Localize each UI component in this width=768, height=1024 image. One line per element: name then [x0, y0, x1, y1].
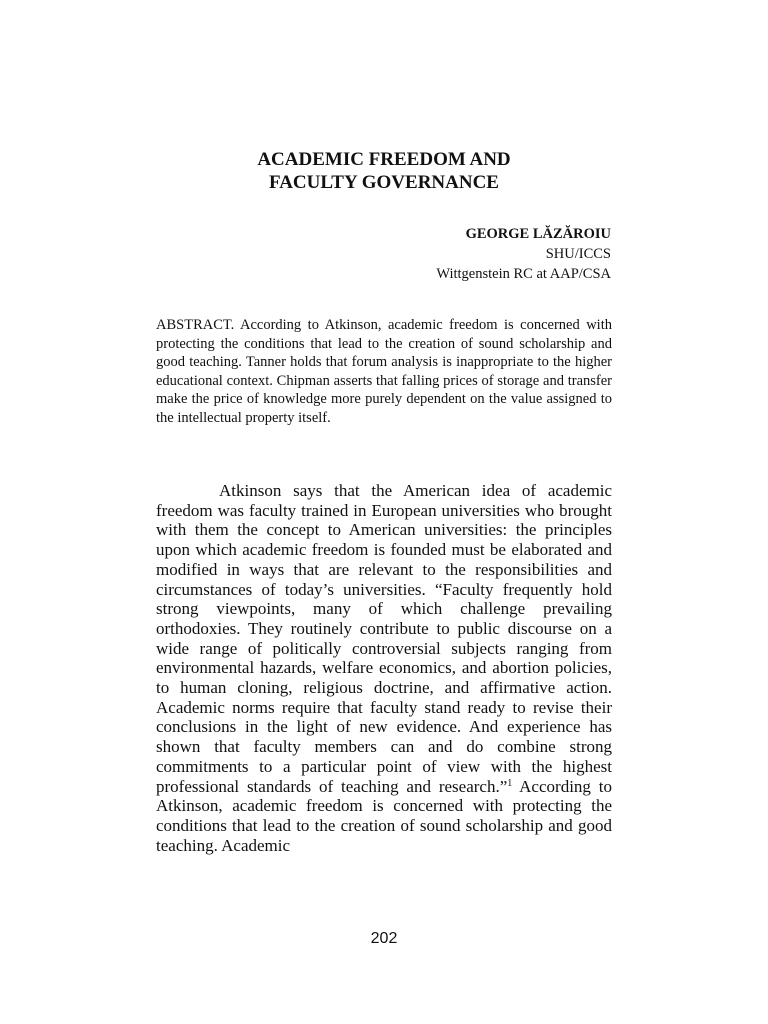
article-title-line-1: ACADEMIC FREEDOM AND [257, 149, 511, 170]
author-name: GEORGE LĂZĂROIU [465, 226, 611, 242]
author-affiliation-2: Wittgenstein RC at AAP/CSA [436, 266, 611, 282]
article-title-line-2: FACULTY GOVERNANCE [269, 172, 499, 193]
footnote-marker[interactable]: 1 [507, 777, 513, 789]
article-title [0, 148, 768, 194]
author-affiliation-1: SHU/ICCS [545, 246, 611, 262]
body-text-before-footnote: Atkinson says that the American idea of academic freedom was faculty trained in European universities who brought with them the concept to American universities: the principles upon which academic freedom is founded must be elaborated and modified in ways that are relevant to the responsibilities and circumstances of today’s universities. “Faculty frequently hold strong viewpoints, many of which challenge prevailing orthodoxies. They routinely contribute to public discourse on a wide range of politically controversial subjects ranging from environmental hazards, welfare economics, and abortion policies, to human cloning, religious doctrine, and affirmative action. Academic norms require that faculty stand ready to revise their conclusions in the light of new evidence. And experience has shown that faculty members can and do combine strong commitments to a particular point of view with the highest professional standards of teaching and research.” [156, 481, 612, 796]
body-paragraph [156, 481, 612, 855]
body-text-after-footnote: According to Atkinson, academic freedom is concerned with protecting the conditions that lead to the creation of sound scholarship and good teaching. Academic [156, 776, 612, 855]
page-number: 202 [370, 930, 398, 947]
abstract-paragraph: ABSTRACT. According to Atkinson, academic freedom is concerned with protecting the conditions that lead to the creation of sound scholarship and good teaching. Tanner holds that forum analysis is inappropriate to the higher educational context. Chipman asserts that falling prices of storage and transfer make the price of knowledge more purely dependent on the value assigned to the intellectual property itself. [156, 317, 612, 426]
author-block [436, 224, 611, 284]
